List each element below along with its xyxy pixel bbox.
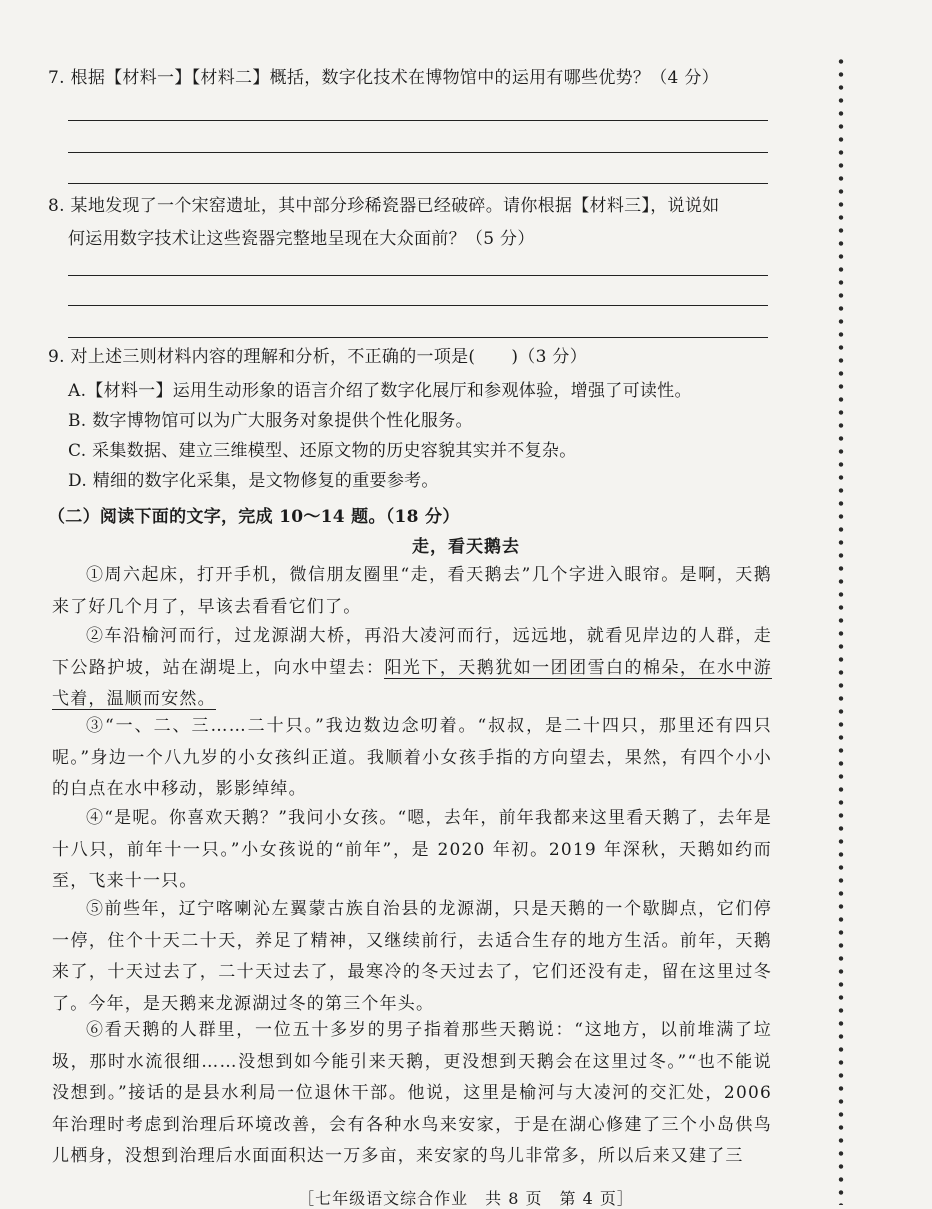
paragraph-5: ⑤前些年，辽宁喀喇沁左翼蒙古族自治县的龙源湖，只是天鹅的一个歇脚点，它们停一停，住个十天二十天，养足了精神，又继续前行，去适合生存的地方生活。前年，天鹅来了，十天过去了，二十天过去了，最寒冷的冬天过去了，它们还没有走，留在这里过冬了。今年，是天鹅来龙源湖过冬的第三个年头。 <box>52 899 772 1014</box>
section-heading: （二）阅读下面的文字，完成 10～14 题。（18 分） <box>48 507 460 527</box>
question-9-stem <box>48 341 778 374</box>
option-c: C. 采集数据、建立三维模型、还原文物的历史容貌其实并不复杂。 <box>68 441 577 461</box>
answer-line[interactable] <box>68 152 768 153</box>
question-8-line2: 何运用数字技术让这些瓷器完整地呈现在大众面前？（5 分） <box>68 229 535 249</box>
answer-line[interactable] <box>68 337 768 338</box>
question-7-text: 7. 根据【材料一】【材料二】概括，数字化技术在博物馆中的运用有哪些优势？（4 分） <box>48 68 719 88</box>
question-9-stem-a: 9. 对上述三则材料内容的理解和分析，不正确的一项是( <box>48 347 476 367</box>
paragraph-4: ④“是呢。你喜欢天鹅？”我问小女孩。“嗯，去年，前年我都来这里看天鹅了，去年是十八只，前年十一只。”小女孩说的“前年”，是 2020 年初。2019 年深秋，天鹅如约而至，飞来十一只。 <box>52 808 772 891</box>
binding-dotted-line <box>838 55 844 1205</box>
underlined-sentence: 阳光下，天鹅犹如一团团雪白的棉朵，在水中游弋着，温顺而安然。 <box>52 657 772 709</box>
question-8 <box>48 190 778 256</box>
answer-line[interactable] <box>68 183 768 184</box>
paragraph-1: ①周六起床，打开手机，微信朋友圈里“走，看天鹅去”几个字进入眼帘。是啊，天鹅来了好几个月了，早该去看看它们了。 <box>52 565 772 617</box>
option-d: D. 精细的数字化采集，是文物修复的重要参考。 <box>68 471 439 491</box>
answer-line[interactable] <box>68 275 768 276</box>
paragraph-2-text: ②车沿榆河而行，过龙源湖大桥，再沿大凌河而行，远远地，就看见岸边的人群，走下公路护坡，站在湖堤上，向水中望去： <box>52 626 772 678</box>
page-footer: ［七年级语文综合作业 共 8 页 第 4 页］ <box>298 1189 634 1208</box>
option-a: A.【材料一】运用生动形象的语言介绍了数字化展厅和参观体验，增强了可读性。 <box>68 381 692 401</box>
article-title: 走，看天鹅去 <box>412 537 520 557</box>
question-7 <box>48 62 778 95</box>
paragraph-3: ③“一、二、三……二十只。”我边数边念叨着。“叔叔，是二十四只，那里还有四只呢。”身边一个八九岁的小女孩纠正道。我顺着小女孩手指的方向望去，果然，有四个小小的白点在水中移动，影影绰绰。 <box>52 716 772 799</box>
answer-line[interactable] <box>68 120 768 121</box>
question-8-line1: 8. 某地发现了一个宋窑遗址，其中部分珍稀瓷器已经破碎。请你根据【材料三】，说说如 <box>48 196 720 216</box>
paragraph-6: ⑥看天鹅的人群里，一位五十多岁的男子指着那些天鹅说：“这地方，以前堆满了垃圾，那时水流很细……没想到如今能引来天鹅，更没想到天鹅会在这里过冬。”“也不能说没想到。”接话的是县水利局一位退休干部。他说，这里是榆河与大凌河的交汇处，2006 年治理时考虑到治理后环境改善，会有各种水鸟来安家，于是在湖心修建了三个小岛供鸟儿栖身，没想到治理后水面面积达一万多亩，来安家的鸟儿非常多，所以后来又建了三 <box>52 1020 772 1166</box>
option-b: B. 数字博物馆可以为广大服务对象提供个性化服务。 <box>68 411 473 431</box>
paragraph-2 <box>52 621 772 716</box>
question-9-stem-b: )（3 分） <box>511 347 588 367</box>
answer-line[interactable] <box>68 305 768 306</box>
